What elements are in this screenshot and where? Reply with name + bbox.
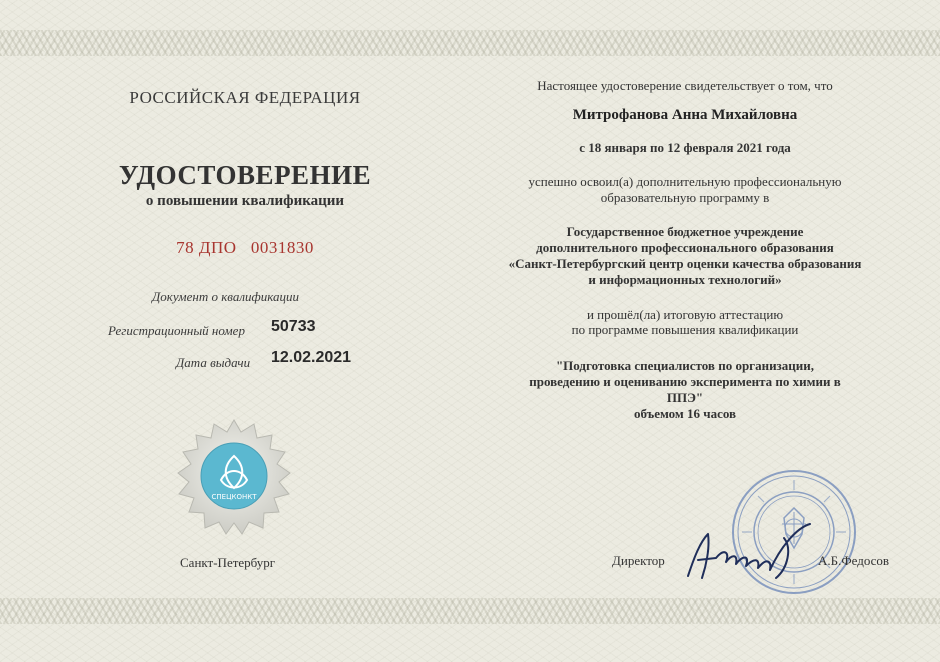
organization-line-2: дополнительного профессионального образования bbox=[536, 240, 834, 255]
reg-number-label: Регистрационный номер bbox=[108, 323, 245, 338]
intro-text: Настоящее удостоверение свидетельствует о том, что bbox=[537, 78, 833, 93]
attestation-line-2: по программе повышения квалификации bbox=[571, 322, 799, 337]
decorative-band-top bbox=[0, 30, 940, 56]
program-line-3: ППЭ" bbox=[666, 390, 704, 405]
serial-number: 78 ДПО 0031830 bbox=[176, 238, 314, 257]
study-period: с 18 января по 12 февраля 2021 года bbox=[579, 140, 791, 155]
program-line-1: "Подготовка специалистов по организации, bbox=[555, 358, 815, 373]
city-name: Санкт-Петербург bbox=[180, 555, 276, 570]
attestation-line-1: и прошёл(ла) итоговую аттестацию bbox=[586, 307, 784, 322]
program-volume: объемом 16 часов bbox=[633, 406, 737, 421]
country-name: РОССИЙСКАЯ ФЕДЕРАЦИЯ bbox=[129, 88, 361, 107]
organization-line-3: «Санкт-Петербургский центр оценки качества образования bbox=[508, 256, 862, 271]
document-title: УДОСТОВЕРЕНИЕ bbox=[118, 160, 372, 190]
director-name: А.Б.Федосов bbox=[818, 553, 890, 568]
mastered-line-1: успешно освоил(а) дополнительную профессиональную bbox=[528, 174, 842, 189]
organization-line-1: Государственное бюджетное учреждение bbox=[566, 224, 804, 239]
mastered-line-2: образовательную программу в bbox=[600, 190, 770, 205]
hologram-seal-icon bbox=[175, 418, 293, 536]
person-name: Митрофанова Анна Михайловна bbox=[572, 107, 798, 123]
document-subtitle: о повышении квалификации bbox=[145, 193, 345, 209]
decorative-band-bottom bbox=[0, 598, 940, 624]
director-label: Директор bbox=[612, 553, 665, 568]
issue-date-value: 12.02.2021 bbox=[271, 349, 352, 366]
reg-number-value: 50733 bbox=[271, 318, 316, 335]
doc-type-label: Документ о квалификации bbox=[152, 289, 299, 304]
hologram-seal bbox=[175, 418, 293, 536]
issue-date-label: Дата выдачи bbox=[176, 355, 251, 370]
program-line-2: проведению и оцениванию эксперимента по химии в bbox=[529, 374, 841, 389]
seal-text: СПЕЦКОНКТ bbox=[211, 493, 257, 501]
organization-line-4: и информационных технологий» bbox=[588, 272, 782, 287]
signature-icon bbox=[680, 518, 820, 586]
director-signature bbox=[680, 518, 820, 586]
